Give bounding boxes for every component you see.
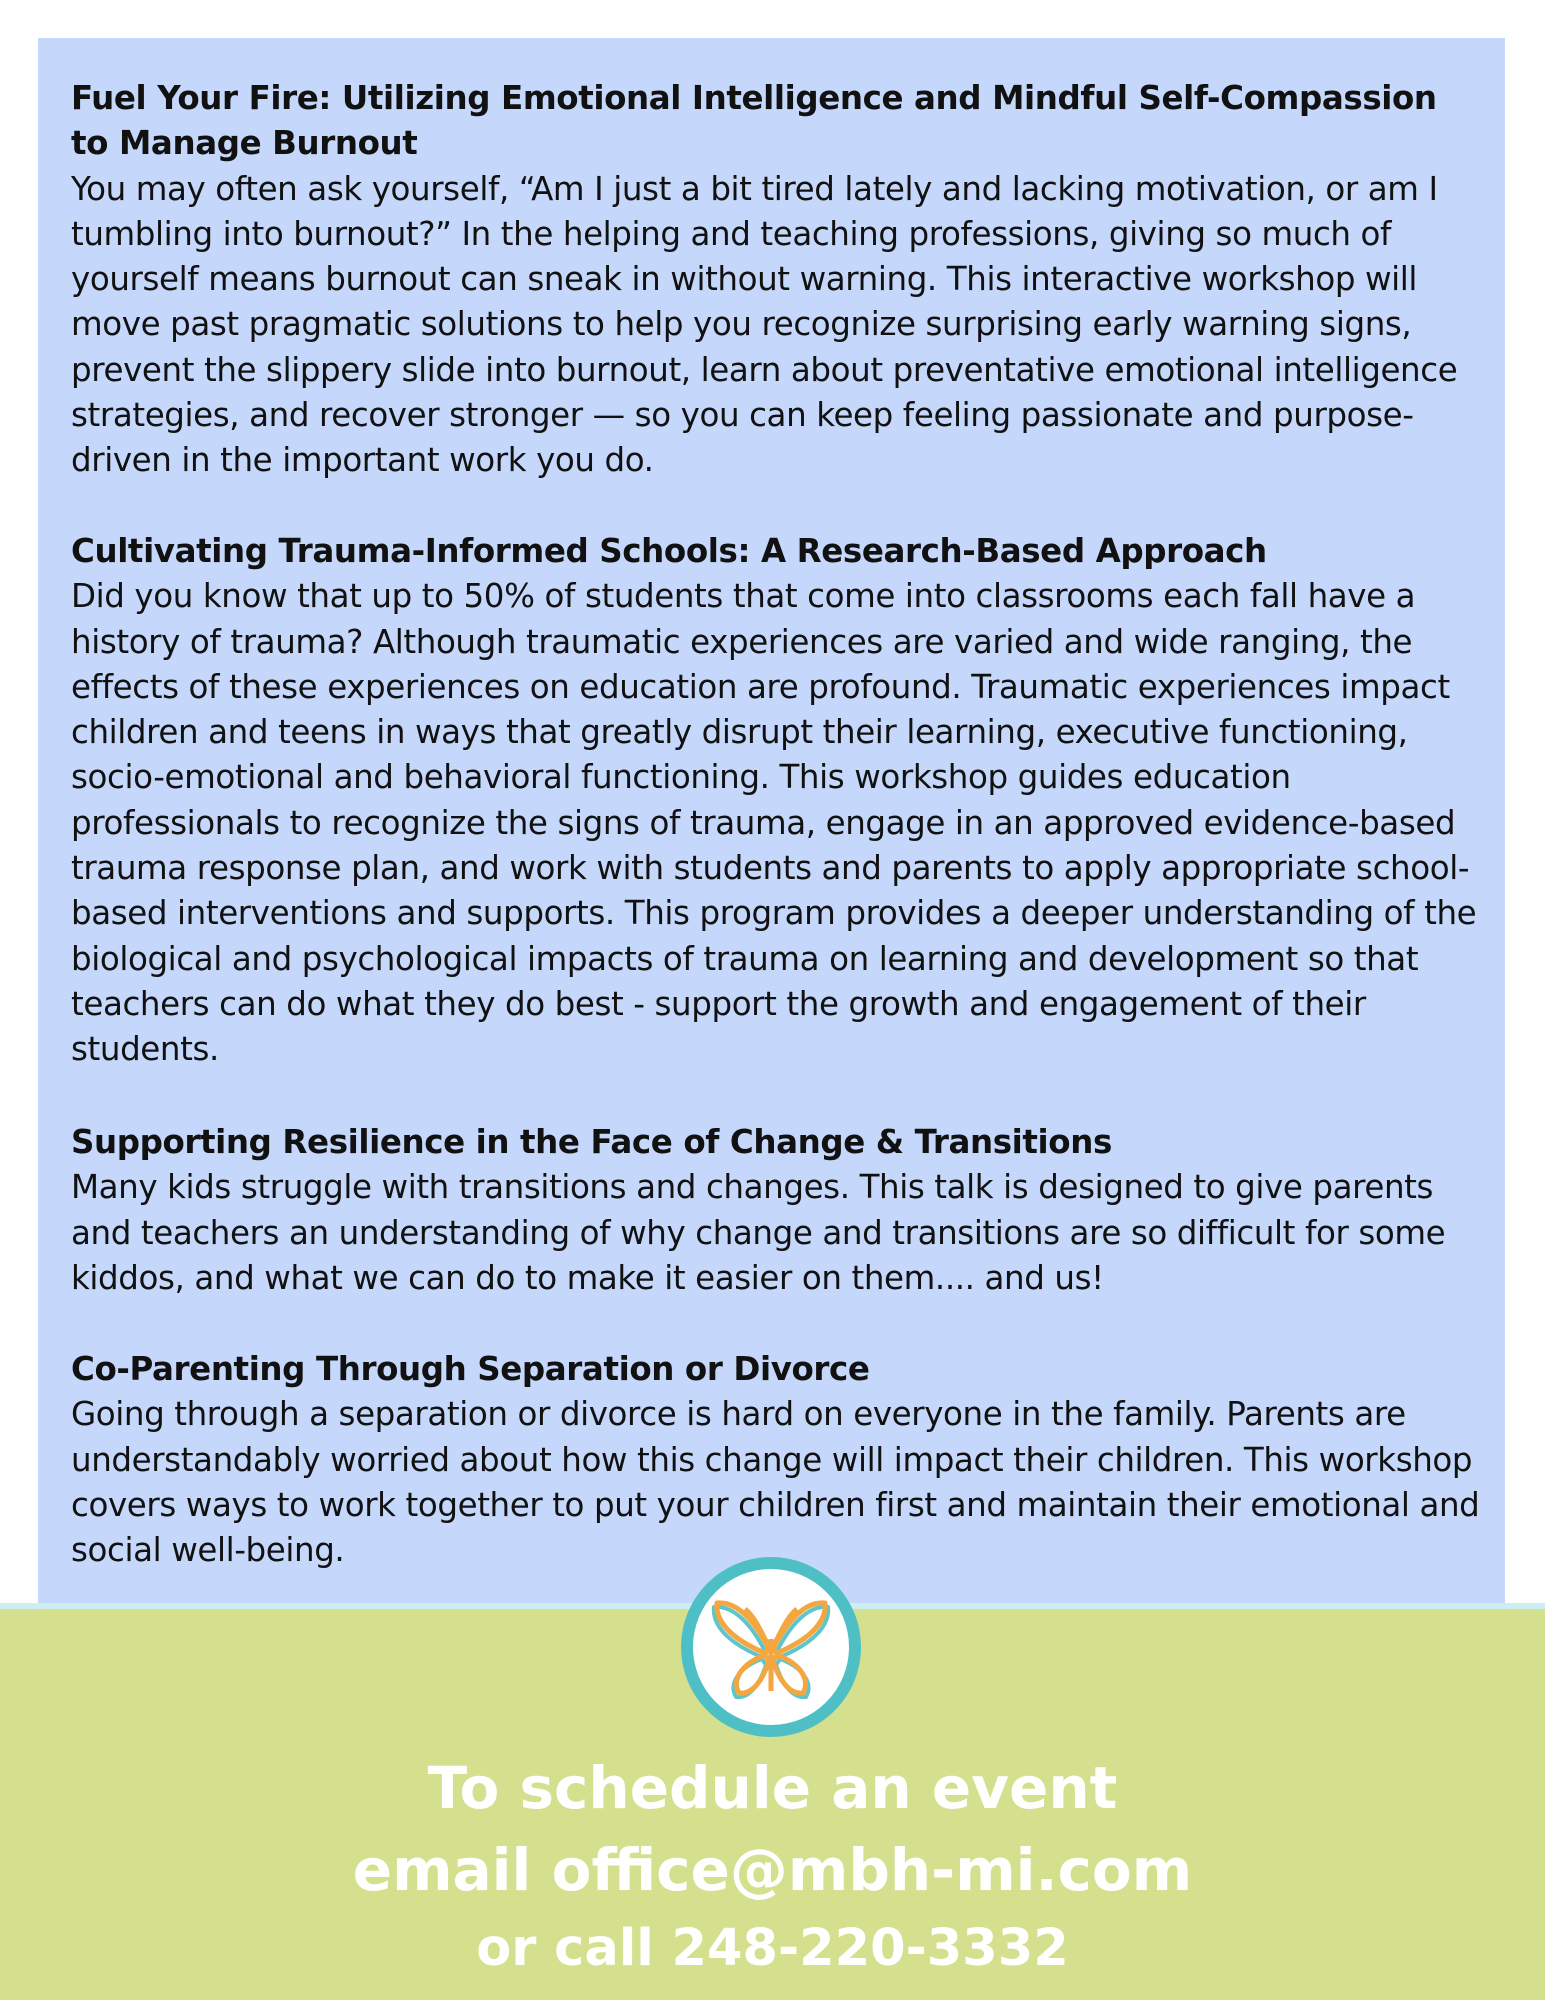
workshop-panel [38,38,1505,1603]
butterfly-icon [703,1579,839,1715]
workshop-burnout [71,76,1481,484]
workshop-title: Supporting Resilience in the Face of Change & Transitions [71,1123,1112,1161]
workshop-title: Co-Parenting Through Separation or Divorce [71,1350,870,1388]
logo [681,1557,861,1737]
workshop-title: Cultivating Trauma-Informed Schools: A Research-Based Approach [71,532,1267,570]
workshop-description: You may often ask yourself, “Am I just a bit tired lately and lacking motivation, or am I tumbling into burnout?” In the helping and teaching professions, giving so much of yourself means burnout can sneak in without warning. This interactive workshop will move past pragmatic solutions to help you recognize surprising early warning signs, prevent the slippery slide into burnout, learn about preventative emotional intelligence strategies, and recover stronger — so you can keep feeling passionate and purpose-driven in the important work you do. [71,169,1458,480]
contact-email[interactable]: email office@mbh-mi.com [352,1836,1193,1904]
workshop-title: Fuel Your Fire: Utilizing Emotional Intelligence and Mindful Self-Compassion to Manage Burnout [71,79,1437,163]
contact-phone[interactable]: or call 248-220-3332 [476,1919,1069,1978]
workshop-co-parenting [71,1347,1481,1573]
workshop-description: Going through a separation or divorce is hard on everyone in the family. Parents are understandably worried about how this change will impact their children. This workshop covers ways to work together to put your children first and maintain their emotional and social well-being. [71,1395,1480,1570]
schedule-heading: To schedule an event [427,1754,1118,1822]
workshop-description: Did you know that up to 50% of students that come into classrooms each fall have a history of trauma? Although traumatic experiences are varied and wide ranging, the effects of these experiences on education are profound. Traumatic experiences impact children and teens in ways that greatly disrupt their learning, executive functioning, socio-emotional and behavioral functioning. This workshop guides education professionals to recognize the signs of trauma, engage in an approved evidence-based trauma response plan, and work with students and parents to apply appropriate school-based interventions and supports. This program provides a deeper understanding of the biological and psychological impacts of trauma on learning and development so that teachers can do what they do best - support the growth and engagement of their students. [71,577,1477,1069]
workshop-description: Many kids struggle with transitions and changes. This talk is designed to give parents and teachers an understanding of why change and transitions are so difficult for some kiddos, and what we can do to make it easier on them.... and us! [71,1168,1446,1297]
workshop-resilience [71,1120,1481,1301]
workshop-trauma-informed-schools [71,529,1481,1073]
